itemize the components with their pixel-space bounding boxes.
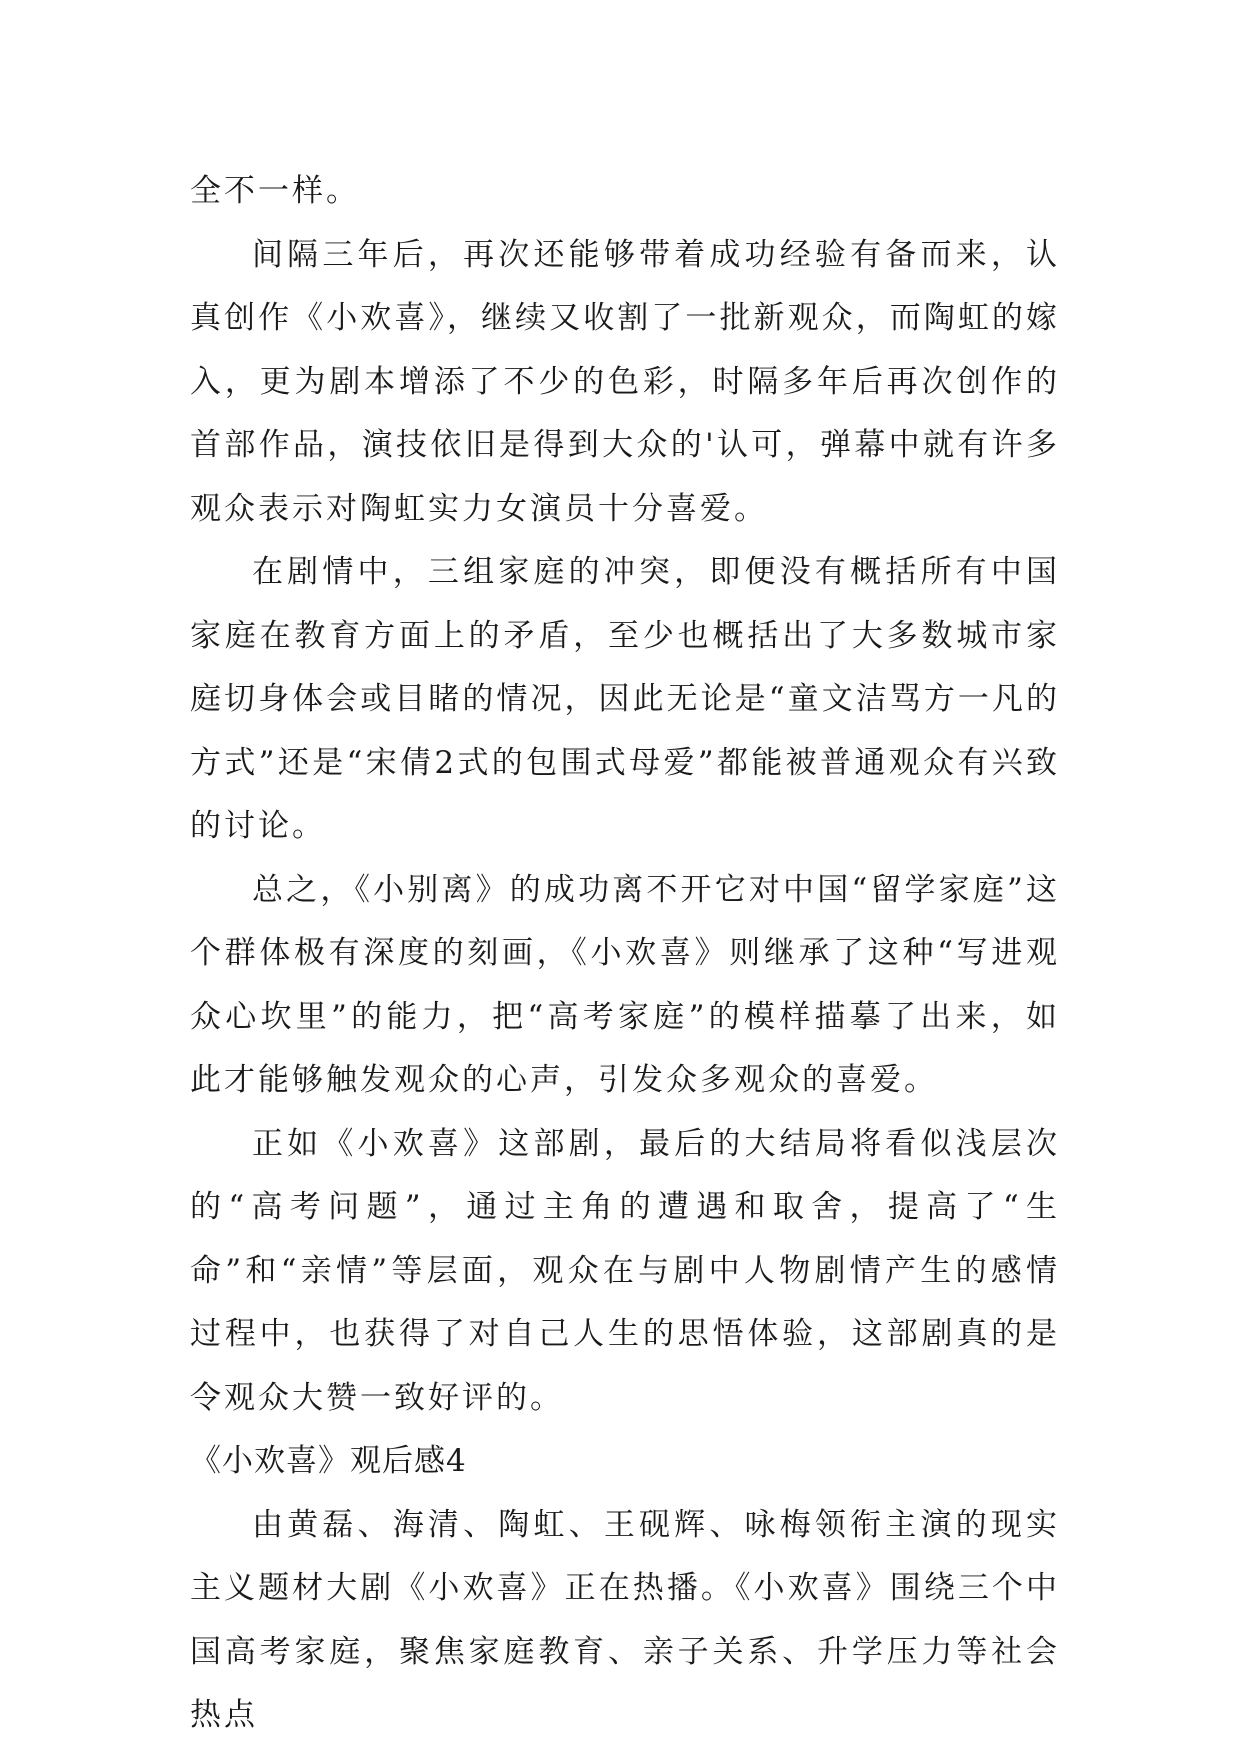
paragraph-continuation: 全不一样。	[190, 173, 360, 209]
paragraph: 由黄磊、海清、陶虹、王砚辉、咏梅领衔主演的现实主义题材大剧《小欢喜》正在热播。《小欢喜》围绕三个中国高考家庭，聚焦家庭教育、亲子关系、升学压力等社会热点	[190, 1506, 1060, 1733]
paragraph: 总之，《小别离》的成功离不开它对中国“留学家庭”这个群体极有深度的刻画，《小欢喜》则继承了这种“写进观众心坎里”的能力，把“高考家庭”的模样描摹了出来，如此才能够触发观众的心声，引发众多观众的喜爱。	[190, 871, 1060, 1098]
paragraph: 在剧情中，三组家庭的冲突，即便没有概括所有中国家庭在教育方面上的矛盾，至少也概括出了大多数城市家庭切身体会或目睹的情况，因此无论是“童文洁骂方一凡的方式”还是“宋倩2式的包围式母爱”都能被普通观众有兴致的讨论。	[190, 554, 1060, 844]
paragraph: 间隔三年后，再次还能够带着成功经验有备而来，认真创作《小欢喜》，继续又收割了一批新观众，而陶虹的嫁入，更为剧本增添了不少的色彩，时隔多年后再次创作的首部作品，演技依旧是得到大众的'认可，弹幕中就有许多观众表示对陶虹实力女演员十分喜爱。	[190, 236, 1060, 527]
paragraph: 正如《小欢喜》这部剧，最后的大结局将看似浅层次的“高考问题”，通过主角的遭遇和取舍，提高了“生命”和“亲情”等层面，观众在与剧中人物剧情产生的感情过程中，也获得了对自己人生的思悟体验，这部剧真的是令观众大赞一致好评的。	[190, 1125, 1060, 1416]
document-body	[190, 160, 1060, 1748]
section-heading: 《小欢喜》观后感4	[190, 1443, 467, 1479]
